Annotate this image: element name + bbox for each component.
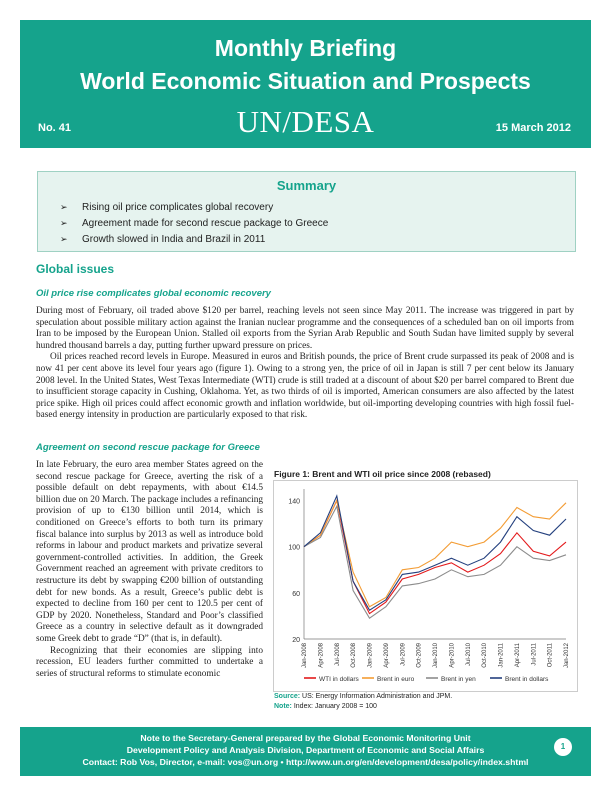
section-title: Global issues	[36, 262, 115, 276]
x-tick-label: Oct-2008	[351, 643, 358, 668]
summary-item	[60, 231, 328, 247]
summary-heading: Summary	[276, 178, 337, 193]
briefing-title: Monthly Briefing	[214, 35, 397, 61]
footer-banner	[20, 727, 591, 776]
summary-item	[60, 215, 328, 231]
legend-label: WTI in dollars	[319, 676, 359, 683]
x-tick-label: Jan-2012	[564, 643, 570, 669]
footer-contact: Contact: Rob Vos, Director, e-mail: vos@un.org • http://www.un.org/en/development/desa/policy/index.shtml	[82, 757, 529, 767]
summary-list	[60, 199, 328, 247]
x-tick-label: Jul-2010	[465, 643, 472, 667]
arrow-bullet-icon: ➢	[60, 234, 68, 244]
briefing-subtitle: World Economic Situation and Prospects	[80, 68, 531, 94]
oil-article	[36, 306, 574, 422]
summary-box	[37, 171, 576, 252]
x-tick-label: Apr-2010	[449, 643, 456, 668]
figure-title: Figure 1: Brent and WTI oil price since 2008 (rebased)	[274, 469, 491, 479]
x-tick-label: Jul-2011	[531, 643, 538, 666]
x-tick-label: Jul-2009	[400, 643, 407, 667]
footer-line: Development Policy and Analysis Division, Department of Economic and Social Affairs	[126, 745, 485, 755]
header-banner	[20, 20, 591, 148]
x-tick-label: Apr-2008	[318, 643, 325, 668]
figure-notes	[274, 692, 452, 711]
summary-item-text: Growth slowed in India and Brazil in 2011	[82, 234, 266, 245]
summary-item-text: Agreement made for second rescue package to Greece	[82, 218, 329, 229]
footer-line: Note to the Secretary-General prepared by the Global Economic Monitoring Unit	[140, 733, 471, 743]
paragraph: Recognizing that their economies are slipping into recession, EU leaders further committed to undertake a series of structural reforms to stimulate economic	[36, 645, 263, 679]
issue-date: 15 March 2012	[495, 122, 571, 134]
x-tick-label: Oct-2009	[416, 643, 423, 668]
page-number: 1	[554, 738, 572, 756]
greece-article	[36, 460, 263, 680]
x-tick-label: Apr-2009	[383, 643, 390, 668]
y-tick-label: 60	[292, 590, 300, 598]
paragraph: During most of February, oil traded above $120 per barrel, reaching levels not seen since May 2011. The increase was triggered in part by speculation about possible military action against the Iranian nuclear programme and the consequences of a scheduled ban on oil imports from Iran to be imposed by the European Union. Stalled oil exports from the Syrian Arab Republic and South Sudan have limited supply by several hundred thousand barrels a day, putting further upward pressure on prices.	[36, 306, 574, 351]
source-text: US: Energy Information Administration and JPM.	[302, 693, 453, 700]
x-tick-label: Jan-2008	[302, 643, 308, 669]
arrow-bullet-icon: ➢	[60, 218, 68, 228]
y-tick-label: 20	[292, 637, 300, 644]
source-label: Source:	[274, 693, 301, 700]
legend-label: Brent in dollars	[505, 676, 549, 683]
subheading-oil: Oil price rise complicates global economic recovery	[36, 288, 271, 299]
y-tick-label: 100	[288, 544, 300, 552]
x-tick-label: Jan-2011	[498, 643, 505, 668]
paragraph: Oil prices reached record levels in Europe. Measured in euros and British pounds, the price of Brent crude surpassed its peak of 2008 and is now 41 per cent above its level four years ago (figure 1). Owing to a strong yen, the price of oil in Japan is still 7 per cent below its January 2008 level. In the United States, West Texas Intermediate (WTI) crude is still traded at a discount of about $20 per barrel compared to Brent due to insufficient storage capacity in Cushing, Oklahoma. Yet, as two thirds of oil is imported, American consumers are also affected by the latest price spike. High oil prices could affect economic growth and inflation worldwide, but oil-importing developing countries with high fossil fuel-based energy intensity in production are particularly exposed to that risk.	[36, 352, 574, 421]
note-text: Index: January 2008 = 100	[293, 702, 377, 710]
arrow-bullet-icon: ➢	[60, 202, 68, 212]
note-label: Note:	[274, 702, 292, 710]
subheading-greece: Agreement on second rescue package for Greece	[36, 442, 260, 453]
series-line	[304, 501, 566, 614]
legend-label: Brent in yen	[441, 676, 476, 683]
series-line	[304, 506, 566, 618]
x-tick-label: Apr-2011	[514, 643, 521, 668]
chart-svg	[274, 481, 577, 691]
x-tick-label: Jan-2009	[367, 643, 374, 669]
issue-number: No. 41	[38, 122, 72, 134]
org-name: UN/DESA	[236, 104, 375, 139]
x-tick-label: Oct-2011	[547, 643, 554, 668]
paragraph: In late February, the euro area member States agreed on the second rescue package for Greece, averting the risk of a possible default on debt repayments, with about €14.5 billion due on 20 March. The package includes a refinancing provision of up to €130 billion until 2014, which is conditioned on Greece’s efforts to both turn its primary fiscal balance into surplus by 2013 as well as introduce bold reforms in labour and product markets and privatize several government-controlled activities. In addition, the Greek Government reached an agreement with private creditors to restructure its debt by swapping €200 billion of outstanding debt for new bonds. As a result, Greece’s public debt is expected to decline from 160 per cent to 120.5 per cent of GDP by 2020. Nonetheless, Standard and Poor’s classified Greece as a country in selective default as it downgraded some Greek debt to grade “D” (that is, in default).	[36, 460, 263, 644]
x-tick-label: Jan-2010	[433, 643, 439, 669]
x-tick-label: Jul-2008	[334, 643, 341, 667]
summary-item-text: Rising oil price complicates global recovery	[82, 202, 274, 213]
oil-price-chart	[273, 480, 578, 692]
summary-item	[60, 199, 328, 215]
y-tick-label: 140	[288, 498, 300, 506]
x-tick-label: Oct-2010	[482, 643, 489, 668]
legend-label: Brent in euro	[377, 676, 415, 683]
